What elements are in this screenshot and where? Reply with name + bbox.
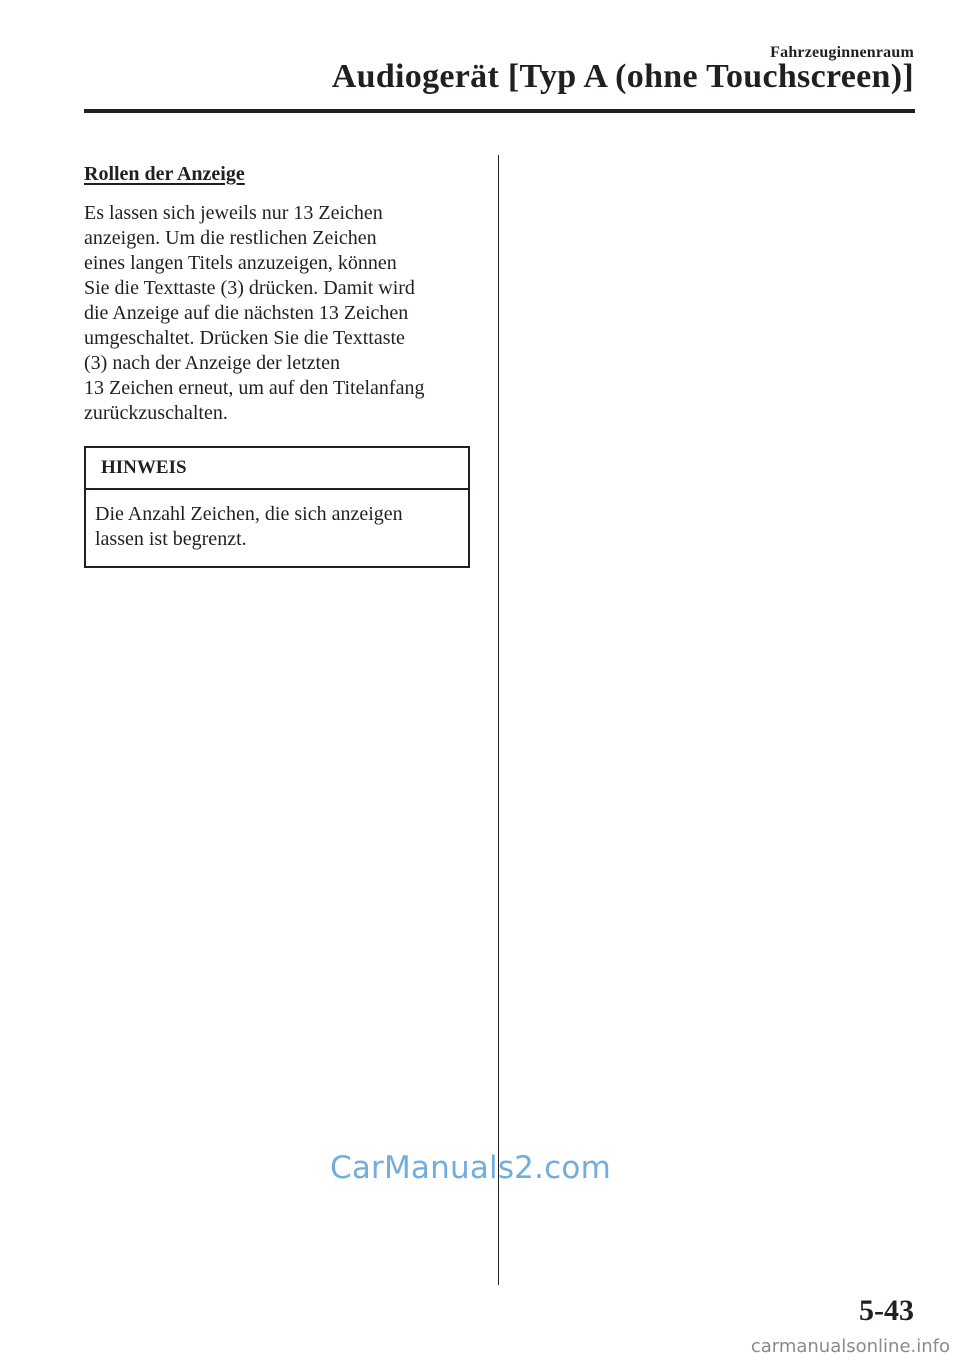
header-section-label: Fahrzeuginnenraum — [770, 44, 914, 61]
note-label: HINWEIS — [86, 448, 468, 490]
left-column — [84, 160, 472, 568]
footer-watermark: carmanualsonline.info — [750, 1336, 950, 1357]
body-paragraph: Es lassen sich jeweils nur 13 Zeichen anzeigen. Um die restlichen Zeichen eines langen Titels anzuzeigen, können Sie die Texttaste (3) drücken. Damit wird die Anzeige auf die nächsten 13 Zeichen umgeschaltet. Drücken Sie die Texttaste (3) nach der Anzeige der letzten 13 Zeichen erneut, um auf den Titelanfang zurückzuschalten. — [84, 202, 425, 424]
section-heading: Rollen der Anzeige — [84, 163, 245, 185]
page-number: 5-43 — [859, 1294, 914, 1327]
note-box — [84, 446, 470, 568]
watermark: CarManuals2.com — [330, 1150, 611, 1186]
header-rule — [84, 109, 915, 113]
column-divider — [498, 155, 499, 1285]
note-text: Die Anzahl Zeichen, die sich anzeigen lassen ist begrenzt. — [95, 503, 403, 550]
page-title: Audiogerät [Typ A (ohne Touchscreen)] — [331, 58, 914, 95]
